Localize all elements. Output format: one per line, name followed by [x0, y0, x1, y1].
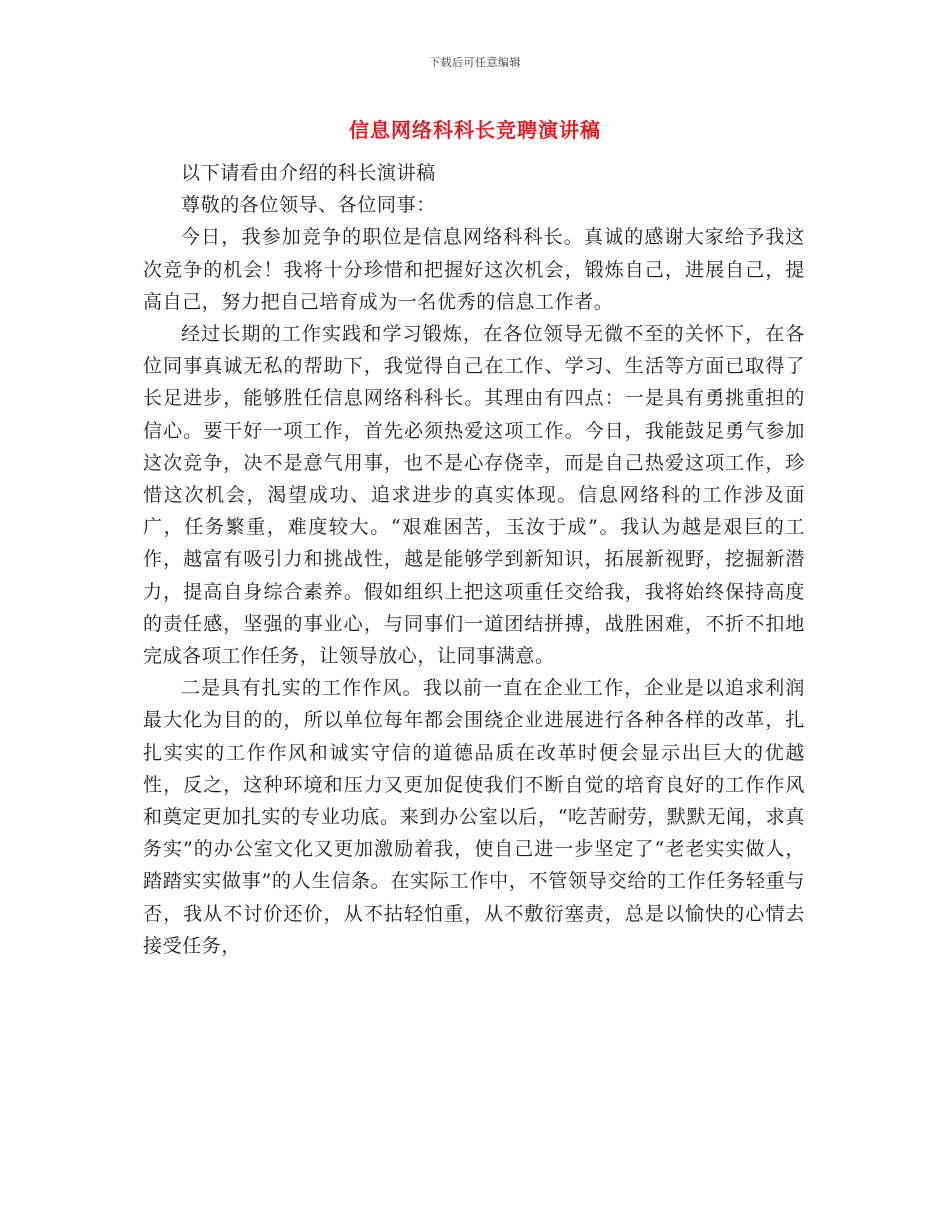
paragraph-reason-two: 二是具有扎实的工作作风。我以前一直在企业工作，企业是以追求利润最大化为目的的，所以单位每年都会围绕企业进展进行各种各样的改革，扎扎实实的工作作风和诚实守信的道德品质在改革时便会显示出巨大的优越性，反之，这种环境和压力又更加促使我们不断自觉的培育良好的工作作风和奠定更加扎实的专业功底。来到办公室以后，“吃苦耐劳，默默无闻，求真务实”的办公室文化又更加激励着我，使自己进一步坚定了“老老实实做人，踏踏实实做事”的人生信条。在实际工作中，不管领导交给的工作任务轻重与否，我从不讨价还价，从不拈轻怕重，从不敷衍塞责，总是以愉快的心情去接受任务， [143, 677, 805, 957]
paragraph-reason-one: 经过长期的工作实践和学习锻炼，在各位领导无微不至的关怀下，在各位同事真诚无私的帮助下，我觉得自己在工作、学习、生活等方面已取得了长足进步，能够胜任信息网络科科长。其理由有四点：一是具有勇挑重担的信心。要干好一项工作，首先必须热爱这项工作。今日，我能鼓足勇气参加这次竞争，决不是意气用事，也不是心存侥幸，而是自己热爱这项工作，珍惜这次机会，渴望成功、追求进步的真实体现。信息网络科的工作涉及面广，任务繁重，难度较大。“艰难困苦，玉汝于成”。我认为越是艰巨的工作，越富有吸引力和挑战性，越是能够学到新知识，拓展新视野，挖掘新潜力，提高自身综合素养。假如组织上把这项重任交给我，我将始终保持高度的责任感，坚强的事业心，与同事们一道团结拼搏，战胜困难，不折不扣地完成各项工作任务，让领导放心，让同事满意。 [143, 323, 805, 668]
paragraph-opening: 今日，我参加竞争的职位是信息网络科科长。真诚的感谢大家给予我这次竞争的机会！我将十分珍惜和把握好这次机会，锻炼自己，进展自己，提高自己，努力把自己培育成为一名优秀的信息工作者。 [143, 226, 805, 313]
document-body [143, 157, 805, 962]
header-note: 下载后可任意编辑 [429, 56, 521, 69]
paragraph-salutation: 尊敬的各位领导、各位同事： [181, 194, 436, 217]
paragraph-intro: 以下请看由介绍的科长演讲稿 [181, 162, 436, 184]
document-title: 信息网络科科长竞聘演讲稿 [349, 118, 601, 142]
